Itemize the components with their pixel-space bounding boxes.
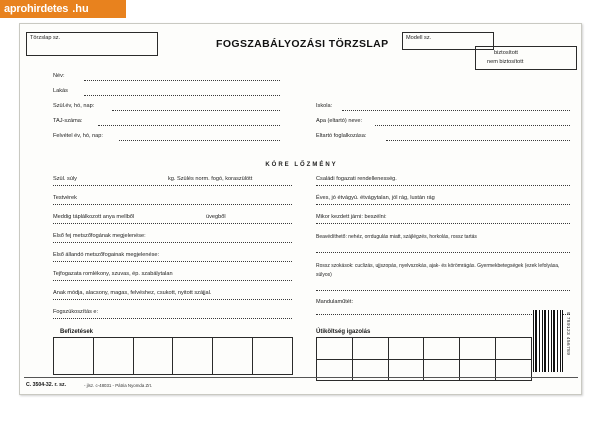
history-label-tejfogazat: Tejfogazata romlékony, szuvas, ép. szabálytalan xyxy=(53,271,173,277)
section-heading-kore: KÓRE LŐZMÉNY xyxy=(265,162,338,168)
history-input-orrlegzes[interactable] xyxy=(316,252,570,253)
history-note-szul-suly: kg. Szülés norm. fogó, koraszülött xyxy=(168,176,253,182)
field-label-taj: TAJ-száma: xyxy=(53,118,83,124)
history-label-elso-fej-metszofog: Első fej metszőfogának megjelenése: xyxy=(53,233,146,239)
history-label-orrlegzes: Beavédíthető: nehéz, orrdugulás miatt, szájlégzés, horkolás, rossz tartás xyxy=(316,234,477,240)
history-input-etvagy[interactable] xyxy=(316,204,570,205)
table-cell[interactable] xyxy=(173,338,213,374)
history-input-csaladi-rendellenesseg[interactable] xyxy=(316,185,570,186)
history-label-mandulamutet: Mandulaműtét: xyxy=(316,299,354,305)
barcode-digits: 9 789123 456789 xyxy=(566,312,571,356)
torzslap-number-label: Törzslap sz. xyxy=(30,35,61,41)
history-input-jaras-beszed[interactable] xyxy=(316,223,570,224)
table-row[interactable] xyxy=(317,338,531,360)
history-label-alvas-modja: Anak módja, alacsony, magas, felvéshez, csukott, nyitott szájjal. xyxy=(53,290,212,296)
field-input-szuletes[interactable] xyxy=(112,110,280,111)
table-befizetesek[interactable] xyxy=(53,337,293,375)
barcode-bars xyxy=(533,310,563,372)
footer-form-code: C. 3504-32. r. sz. xyxy=(26,382,67,388)
field-input-apa-neve[interactable] xyxy=(375,125,570,126)
table-cell[interactable] xyxy=(134,338,174,374)
footer-divider xyxy=(24,377,578,378)
history-input-fogszukoszites[interactable] xyxy=(53,318,292,319)
table-cell[interactable] xyxy=(253,338,292,374)
field-input-felvetel[interactable] xyxy=(119,140,280,141)
table-cell[interactable] xyxy=(54,338,94,374)
field-input-taj[interactable] xyxy=(98,125,280,126)
modell-number-label: Modell sz. xyxy=(406,35,432,41)
insurance-uninsured-label: nem biztosított xyxy=(487,59,524,65)
insurance-insured-label: biztosított xyxy=(494,50,518,56)
table-utikoltseg[interactable] xyxy=(316,337,532,381)
field-label-szuletes: Szül.év, hó, nap: xyxy=(53,103,95,109)
table-cell[interactable] xyxy=(94,338,134,374)
field-label-lakas: Lakás xyxy=(53,88,68,94)
history-label-testverek: Testvérek xyxy=(53,195,77,201)
table-cell[interactable] xyxy=(460,338,496,359)
footer-printer-note: - jlsz. c-48031 - Pátria Nyomda Zrt. xyxy=(84,383,153,388)
field-label-iskola: Iskola: xyxy=(316,103,333,109)
table-cell[interactable] xyxy=(496,338,531,359)
history-input-rossz-szokasok[interactable] xyxy=(316,290,570,291)
field-label-eltarto-foglalkozas: Eltartó foglalkozása: xyxy=(316,133,367,139)
history-label-taplalkozas: Meddig táplálkozott anya mellből xyxy=(53,214,135,220)
history-input-alvas-modja[interactable] xyxy=(53,299,292,300)
table-title-befizetesek: Befizetések xyxy=(60,329,94,335)
table-title-utikoltseg: Útiköltség igazolás xyxy=(316,329,371,335)
field-input-eltarto-foglalkozas[interactable] xyxy=(386,140,570,141)
history-label-jaras-beszed: Mikor kezdett járni: beszélni: xyxy=(316,214,387,220)
brand-name: aprohirdetes xyxy=(4,3,69,15)
history-input-mandulamutet[interactable] xyxy=(316,314,570,315)
field-input-iskola[interactable] xyxy=(342,110,570,111)
history-label-szul-suly: Szül. súly xyxy=(53,176,77,182)
history-label-rossz-szokasok: Rossz szokások: cuclizás, ujjszopás, nyelvszokás, ajak- és körömrágás. Gyermekbetegségek (ezek lefolyása, súlyos) xyxy=(316,263,560,278)
document-sheet xyxy=(19,23,582,395)
page-title: FOGSZABÁLYOZÁSI TÖRZSLAP xyxy=(216,38,389,50)
table-cell[interactable] xyxy=(317,338,353,359)
field-label-apa-neve: Apa (eltartó) neve: xyxy=(316,118,363,124)
history-input-testverek[interactable] xyxy=(53,204,292,205)
history-input-szul-suly[interactable] xyxy=(53,185,292,186)
table-cell[interactable] xyxy=(389,338,425,359)
table-cell[interactable] xyxy=(213,338,253,374)
barcode xyxy=(533,310,571,372)
history-label-etvagy: Éves, jó étvágyú. étvágytalan, jól rág, lustán rág xyxy=(316,195,435,201)
history-input-elso-fej-metszofog[interactable] xyxy=(53,242,292,243)
site-watermark xyxy=(0,0,126,18)
history-label-csaladi-rendellenesseg: Családi fogazati rendellenesség. xyxy=(316,176,397,182)
history-input-allando-metszofog[interactable] xyxy=(53,261,292,262)
history-label-allando-metszofog: Első állandó metszőfogainak megjelenése: xyxy=(53,252,160,258)
table-cell[interactable] xyxy=(424,338,460,359)
table-cell[interactable] xyxy=(353,338,389,359)
history-input-tejfogazat[interactable] xyxy=(53,280,292,281)
history-note-taplalkozas: üvegből xyxy=(206,214,226,220)
field-input-nev[interactable] xyxy=(84,80,280,81)
history-label-fogszukoszites: Fogszúkoszítás e: xyxy=(53,309,99,315)
brand-tld: .hu xyxy=(72,3,89,15)
field-label-nev: Név: xyxy=(53,73,65,79)
field-label-felvetel: Felvétel év, hó, nap: xyxy=(53,133,103,139)
history-input-taplalkozas[interactable] xyxy=(53,223,292,224)
field-input-lakas[interactable] xyxy=(84,95,280,96)
insurance-box[interactable] xyxy=(475,46,577,70)
